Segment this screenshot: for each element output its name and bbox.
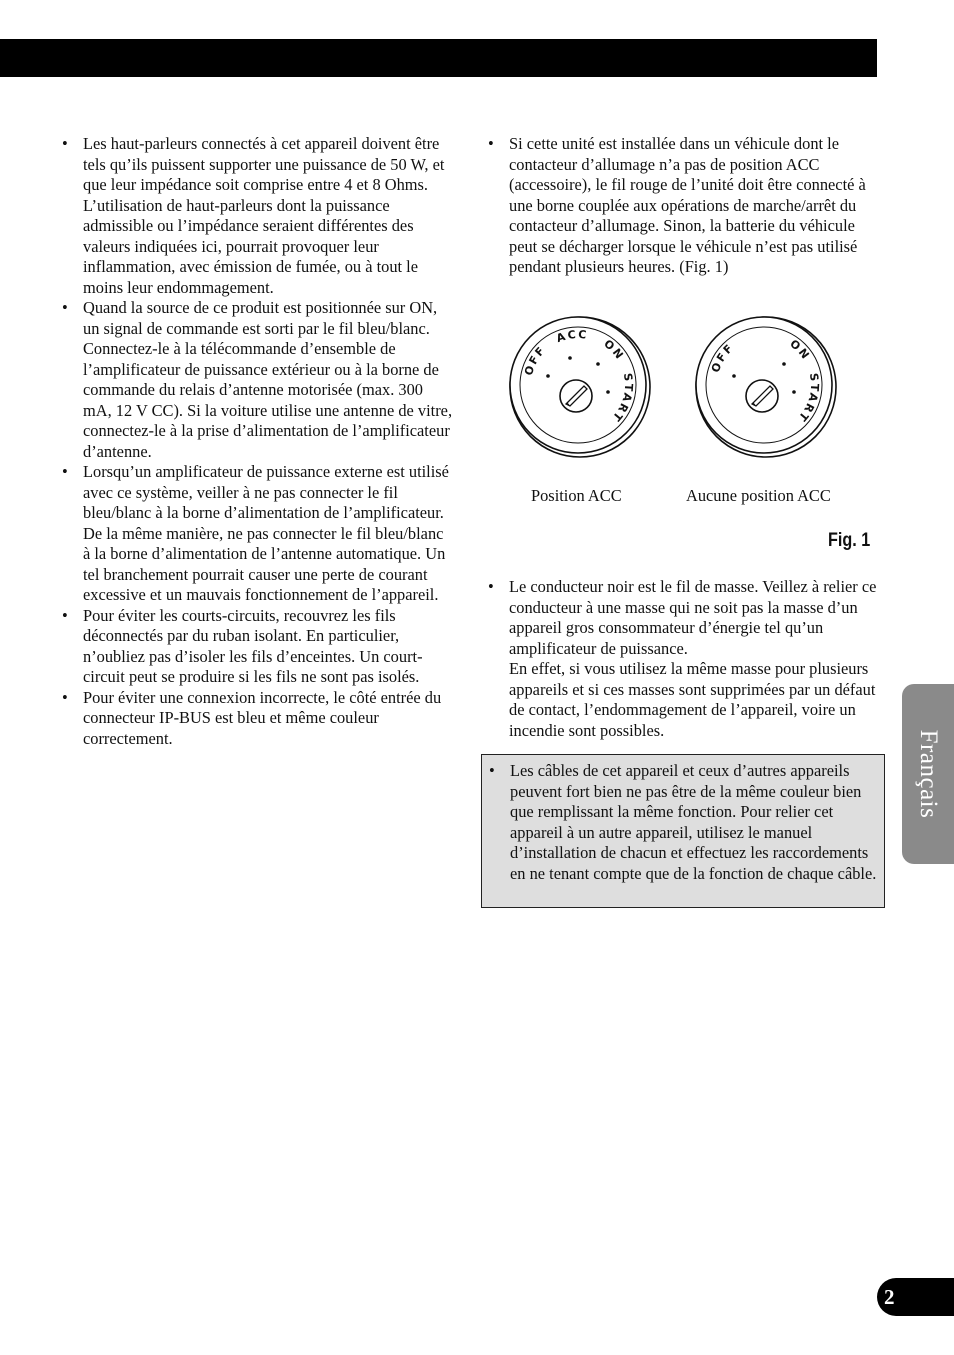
- right-column-top: [488, 134, 880, 278]
- right-column-bottom: [488, 577, 880, 741]
- ground-wire-text-continued: En effet, si vous utilisez la même masse pour plusieurs appareils et si ces masses sont supprimées par un défaut de contact, l’endommagement de l’appareil, voire un incendie sont possibles.: [509, 659, 876, 740]
- label-acc: ACC: [554, 327, 589, 346]
- note-list: [489, 761, 881, 884]
- language-tab: [902, 684, 954, 864]
- bullet-speakers: • Les haut-parleurs connectés à cet appareil doivent être tels qu’ils puissent supporter une puissance de 50 W, et que leur impédance soit comprise entre 4 et 8 Ohms. L’utilisation de haut-parleurs dont la puissance admissible ou l’impédance seraient différentes des valeurs indiquées ici, pourrait provoquer leur inflammation, avec émission de fumée, ou à tout le moins leur endommagement.: [62, 134, 454, 298]
- language-tab-label: Français: [915, 729, 942, 819]
- label-on: ON: [601, 337, 627, 363]
- label-off: OFF: [521, 343, 549, 378]
- label-start: START: [608, 372, 636, 425]
- figure-ignition-switches: [482, 300, 882, 560]
- label-off: OFF: [708, 340, 737, 375]
- ignition-switch-no-acc-illustration: [690, 310, 840, 460]
- ignition-switch-acc-illustration: [504, 310, 654, 460]
- bullet-remote-signal: • Quand la source de ce produit est positionnée sur ON, un signal de commande est sorti par le fil bleu/blanc. Connectez-le à la télécommande d’ensemble de l’amplificateur de puissance extérieur ou à la borne de commande du relais d’antenne motorisée (max. 300 mA, 12 V CC). Si la voiture utilise une antenne de vitre, connectez-le à la prise d’alimentation de l’amplificateur d’antenne.: [62, 298, 454, 462]
- left-bullet-list: [62, 134, 454, 749]
- bullet-ground-wire: [488, 577, 880, 741]
- bullet-short-circuit: • Pour éviter les courts-circuits, recouvrez les fils déconnectés par du ruban isolant. En particulier, n’oubliez pas d’isoler les fils d’enceintes. Un court-circuit peut se produire si les fils ne sont pas isolés.: [62, 606, 454, 688]
- bullet-ip-bus: • Pour éviter une connexion incorrecte, le côté entrée du connecteur IP-BUS est bleu et même couleur correctement.: [62, 688, 454, 750]
- bullet-acc-position: • Si cette unité est installée dans un véhicule dont le contacteur d’allumage n’a pas de position ACC (accessoire), le fil rouge de l’unité doit être connecté à une borne couplée aux opérations de marche/arrêt du contacteur d’allumage. Sinon, la batterie du véhicule peut se décharger lorsque le véhicule n’est pas utilisé pendant plusieurs heures. (Fig. 1): [488, 134, 880, 278]
- right-bullet-list-bottom: [488, 577, 880, 741]
- label-start: START: [794, 372, 822, 425]
- note-cable-colors: • Les câbles de cet appareil et ceux d’autres appareils peuvent fort bien ne pas être de la même couleur bien que remplissant la même fonction. Pour relier cet appareil à un autre appareil, utilisez le manuel d’installation de chacun et effectuez les raccordements en ne tenant compte que de la fonction de chaque câble.: [489, 761, 881, 884]
- page-number: 2: [877, 1278, 954, 1316]
- ground-wire-text: Le conducteur noir est le fil de masse. Veillez à relier ce conducteur à une masse qui ne soit pas la masse d’un appareil gros consommateur d’énergie tel qu’un amplificateur de puissance.: [509, 577, 877, 658]
- note-box: [481, 754, 885, 908]
- header-bar: [0, 39, 877, 77]
- bullet-external-amp: • Lorsqu’un amplificateur de puissance externe est utilisé avec ce système, veiller à ne pas connecter le fil bleu/blanc à la borne d’alimentation de l’amplificateur. De la même manière, ne pas connecter le fil bleu/blanc à la borne d’alimentation de l’antenne automatique. Un tel branchement pourrait causer une perte de courant excessive et un mauvais fonctionnement de l’appareil.: [62, 462, 454, 606]
- caption-acc: Position ACC: [531, 486, 622, 505]
- right-bullet-list-top: [488, 134, 880, 278]
- figure-label: Fig. 1: [828, 530, 871, 551]
- left-column: [62, 134, 454, 749]
- label-on: ON: [787, 337, 813, 363]
- caption-no-acc: Aucune position ACC: [686, 486, 831, 505]
